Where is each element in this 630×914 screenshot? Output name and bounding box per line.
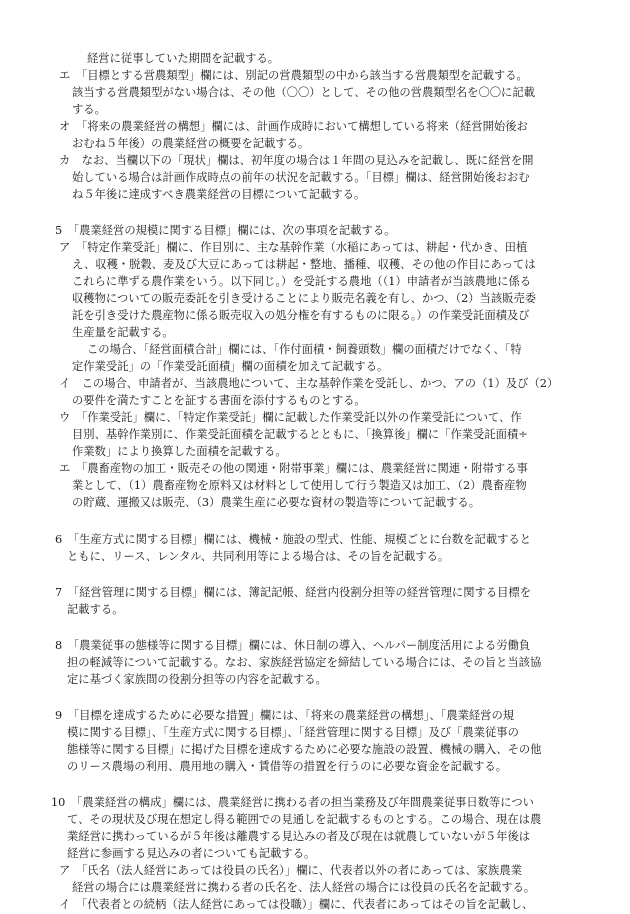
text-line: 業経営に携わっているが５年後は離農する見込みの者及び現在は就農していないが５年後は	[67, 830, 531, 843]
text-line: 該当する営農類型がない場合は、その他（〇〇）として、その他の営農類型名を〇〇に記載	[72, 86, 535, 99]
text-line: 5 「農業経営の規模に関する目標」欄には、次の事項を記載する。	[55, 224, 396, 237]
text-line: 作業数」により換算した面積を記載する。	[72, 445, 287, 458]
text-line: 生産量を記載する。	[72, 326, 174, 339]
text-line: 8 「農業従事の態様等に関する目標」欄には、休日制の導入、ヘルパー制度活用による労働負	[55, 639, 531, 652]
text-line: 模に関する目標」、「生産方式に関する目標」、「経営管理に関する目標」及び「農業従事の	[67, 726, 519, 739]
text-line: 託を引き受けた農産物に係る販売収入の処分権を有するものに限る。）の作業受託面積及び	[72, 309, 530, 322]
text-line: 6 「生産方式に関する目標」欄には、機械・施設の型式、性能、規模ごとに台数を記載すると	[55, 533, 532, 546]
text-line: ウ 「作業受託」欄に、「特定作業受託」欄に記載した作業受託以外の作業受託について、作	[59, 411, 522, 424]
text-line: オ 「将来の農業経営の構想」欄には、計画作成時において構想している将来（経営開始後お	[59, 120, 528, 133]
text-line: ね５年後に達成すべき農業経営の目標について記載する。	[72, 188, 366, 201]
text-line: カ なお、当欄以下の「現状」欄は、初年度の場合は１年間の見込みを記載し、既に経営を開	[59, 154, 534, 167]
text-line: の貯蔵、運搬又は販売、（3）農業生産に必要な資材の製造等について記載する。	[72, 496, 481, 509]
text-line: ア 「氏名（法人経営にあっては役員の氏名）」欄に、代表者以外の者にあっては、家族農業	[59, 864, 522, 877]
text-line: 10 「農業経営の構成」欄には、農業経営に携わる者の担当業務及び年間農業従事日数等につい	[51, 796, 534, 809]
text-line: の要件を満たすことを証する書面を添付するものとする。	[72, 394, 366, 407]
text-line: エ 「目標とする営農類型」欄には、別記の営農類型の中から該当する営農類型を記載する。	[59, 69, 528, 82]
text-line: 7 「経営管理に関する目標」欄には、簿記記帳、経営内役割分担等の経営管理に関する目標を	[55, 586, 532, 599]
text-line: イ この場合、申請者が、当該農地について、主な基幹作業を受託し、かつ、アの（1）及び（2）	[59, 377, 559, 390]
text-line: 目別、基幹作業別に、作業受託面積を記載するとともに、「換算後」欄に「作業受託面積÷	[72, 428, 528, 441]
text-line: て、その現状及び現在想定し得る範囲での見通しを記載するものとする。この場合、現在は農	[67, 813, 542, 826]
text-line: 経営の場合には農業経営に携わる者の氏名を、法人経営の場合には役員の氏名を記載する。	[72, 881, 536, 894]
text-line: 定に基づく家族間の役割分担等の内容を記載する。	[67, 673, 327, 686]
text-line: 収穫物についての販売委託を引き受けることにより販売名義を有し、かつ、（2）当該販売委	[72, 292, 537, 305]
text-line: この場合、「経営面積合計」欄には、「作付面積・飼養頭数」欄の面積だけでなく、「特	[87, 343, 522, 356]
text-line: 担の軽減等について記載する。なお、家族経営協定を締結している場合には、その旨と当該協	[67, 656, 542, 669]
text-line: 定作業受託」の「作業受託面積」欄の面積を加えて記載する。	[72, 360, 389, 373]
text-line: する。	[72, 103, 106, 116]
text-line: 経営に従事していた期間を記載する。	[87, 52, 280, 65]
text-line: おむね５年後）の農業経営の概要を記載する。	[72, 137, 310, 150]
text-line: ともに、リース、レンタル、共同利用等による場合は、その旨を記載する。	[67, 550, 450, 563]
text-line: 9 「目標を達成するために必要な措置」欄には、「将来の農業経営の構想」、「農業経営の規	[55, 709, 515, 722]
text-line: のリース農場の利用、農用地の購入・賃借等の措置を行うのに必要な資金を記載する。	[67, 760, 508, 773]
text-line: 記載する。	[67, 603, 124, 616]
text-line: え、収穫・脱穀、麦及び大豆にあっては耕起・整地、播種、収穫、その他の作目にあっては	[72, 258, 536, 271]
text-line: 経営に参画する見込みの者についても記載する。	[67, 847, 316, 860]
text-line: 態様等に関する目標」に掲げた目標を達成するために必要な施設の設置、機械の購入、その他	[67, 743, 542, 756]
text-line: ア 「特定作業受託」欄に、作目別に、主な基幹作業（水稲にあっては、耕起・代かき、田植	[59, 241, 528, 254]
text-line: これらに準ずる農作業をいう。以下同じ。）を受託する農地（（1）申請者が当該農地に係る	[72, 275, 532, 288]
text-line: イ 「代表者との続柄（法人経営にあっては役職）」欄に、代表者にあってはその旨を記載し、	[59, 898, 534, 911]
text-line: 始している場合は計画作成時点の前年の状況を記載する。「目標」欄は、経営開始後おおむ	[72, 171, 530, 184]
text-line: 業として、（1）農畜産物を原料又は材料として使用して行う製造又は加工、（2）農畜産物	[72, 479, 527, 492]
text-line: エ 「農畜産物の加工・販売その他の関連・附帯事業」欄には、農業経営に関連・附帯する事	[59, 462, 528, 475]
